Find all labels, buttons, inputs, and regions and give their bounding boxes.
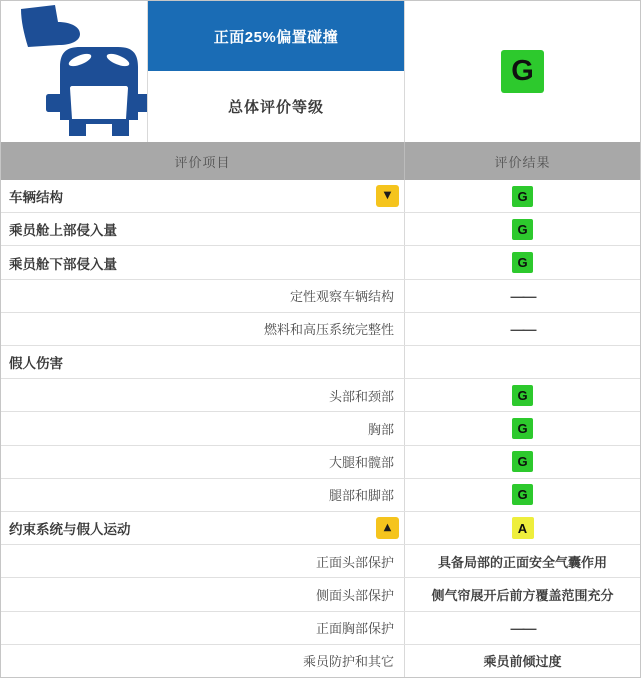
grade-badge: G [512, 418, 533, 439]
row-item-cell [1, 578, 405, 610]
row-result-cell [405, 512, 640, 544]
result-dash: —— [510, 619, 535, 636]
row-result-cell [405, 280, 640, 312]
row-item-cell [1, 213, 405, 245]
overall-grade-label: 总体评价等级 [227, 99, 324, 116]
row-label: 大腿和髋部 [328, 455, 394, 471]
row-result-cell [405, 180, 640, 212]
result-dash: —— [510, 320, 535, 337]
column-header-item: 评价项目 [1, 142, 405, 180]
row-item-cell [1, 313, 405, 345]
table-row [1, 578, 640, 611]
row-result-cell [405, 446, 640, 478]
triangle-up-icon: ▲ [383, 522, 392, 534]
row-result-cell [405, 313, 640, 345]
result-text: 侧气帘展开后前方覆盖范围充分 [431, 588, 614, 604]
grade-badge: G [512, 484, 533, 505]
grade-badge: G [512, 451, 533, 472]
small-overlap-front-crash-car-icon [1, 0, 147, 144]
row-item-cell [1, 412, 405, 444]
row-result-cell [405, 412, 640, 444]
row-label: 侧面头部保护 [315, 588, 394, 604]
row-label: 头部和颈部 [328, 388, 394, 404]
row-item-cell [1, 180, 405, 212]
row-result-cell [405, 379, 640, 411]
table-row [1, 612, 640, 645]
row-label: 正面头部保护 [315, 554, 394, 570]
result-dash: —— [510, 287, 535, 304]
test-icon-cell [1, 1, 148, 142]
row-label: 正面胸部保护 [315, 621, 394, 637]
table-row [1, 313, 640, 346]
result-rows [1, 180, 640, 677]
row-result-cell [405, 645, 640, 677]
test-type-banner: 正面25%偏置碰撞 [148, 1, 404, 71]
row-item-cell [1, 246, 405, 278]
row-label: 定性观察车辆结构 [289, 289, 394, 305]
table-row [1, 446, 640, 479]
test-title-cell [148, 1, 405, 142]
collapse-toggle-button[interactable] [376, 517, 399, 539]
table-row [1, 246, 640, 279]
row-label: 胸部 [367, 422, 394, 438]
table-row [1, 379, 640, 412]
row-result-cell [405, 578, 640, 610]
row-label: 燃料和高压系统完整性 [263, 322, 394, 338]
grade-badge: A [512, 517, 534, 539]
collapse-toggle-button[interactable] [376, 185, 399, 207]
table-header-row [1, 142, 640, 180]
table-row [1, 645, 640, 677]
row-item-cell [1, 346, 405, 378]
row-item-cell [1, 280, 405, 312]
row-label: 腿部和脚部 [328, 488, 394, 504]
row-item-cell [1, 545, 405, 577]
result-text: 乘员前倾过度 [483, 654, 562, 670]
row-result-cell [405, 612, 640, 644]
row-result-cell [405, 246, 640, 278]
row-result-cell [405, 346, 640, 378]
row-label: 乘员舱上部侵入量 [9, 223, 117, 239]
triangle-down-icon: ▼ [383, 190, 392, 202]
row-item-cell [1, 446, 405, 478]
table-row [1, 213, 640, 246]
row-item-cell [1, 612, 405, 644]
row-item-cell [1, 645, 405, 677]
row-result-cell [405, 479, 640, 511]
overall-grade-cell [405, 1, 640, 142]
row-result-cell [405, 213, 640, 245]
table-row [1, 346, 640, 379]
row-item-cell [1, 479, 405, 511]
row-label: 车辆结构 [9, 190, 63, 206]
table-row [1, 479, 640, 512]
result-text: 具备局部的正面安全气囊作用 [437, 554, 607, 570]
table-row [1, 512, 640, 545]
grade-badge: G [512, 252, 533, 273]
grade-badge: G [512, 186, 533, 207]
table-row [1, 412, 640, 445]
row-item-cell [1, 379, 405, 411]
row-result-cell [405, 545, 640, 577]
row-label: 约束系统与假人运动 [9, 522, 131, 538]
row-item-cell [1, 512, 405, 544]
grade-badge: G [512, 219, 533, 240]
overall-grade-badge: G [501, 50, 544, 93]
row-label: 假人伤害 [9, 356, 63, 372]
column-header-result: 评价结果 [494, 154, 551, 170]
table-row [1, 180, 640, 213]
row-label: 乘员防护和其它 [302, 654, 394, 670]
table-row [1, 545, 640, 578]
table-row [1, 280, 640, 313]
grade-badge: G [512, 385, 533, 406]
row-label: 乘员舱下部侵入量 [9, 256, 117, 272]
summary-block [1, 1, 640, 142]
